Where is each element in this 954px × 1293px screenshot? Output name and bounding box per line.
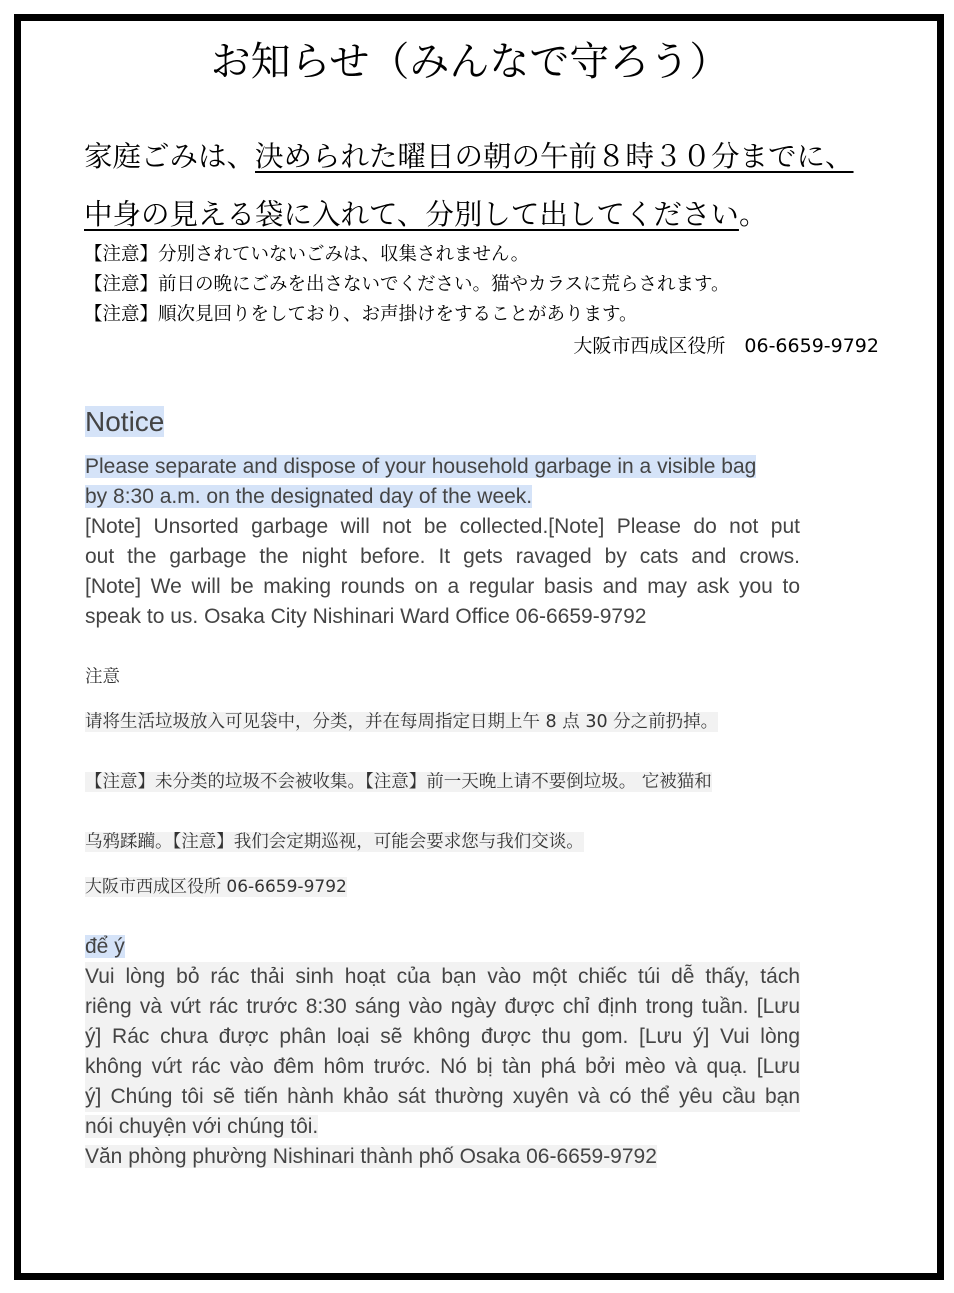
en-title: [85, 404, 164, 440]
vi-line: ý] Chúng tôi sẽ tiến hành khảo sát thường xuyên và có thể yêu cầu bạn: [85, 1082, 800, 1112]
ja-contact: 大阪市西成区役所 06-6659-9792: [573, 335, 879, 357]
ja-headline-lead: 家庭ごみは、: [84, 140, 256, 173]
ja-headline-line2: [84, 186, 894, 244]
en-lead-text: by 8:30 a.m. on the designated day of the week.: [85, 485, 533, 508]
ja-headline-line1: [84, 128, 894, 186]
zh-title: 注意: [85, 667, 120, 687]
vi-line: [85, 1142, 800, 1172]
ja-headline: [84, 128, 894, 244]
zh-line: [85, 765, 712, 799]
en-note-line: [Note] Unsorted garbage will not be collected.[Note] Please do not put: [85, 515, 800, 538]
zh-line-text: 乌鸦蹂躏。【注意】我们会定期巡视，可能会要求您与我们交谈。: [85, 832, 584, 852]
vi-contact-text: Văn phòng phường Nishinari thành phố Osaka 06-6659-9792: [85, 1145, 657, 1168]
vi-title-text: để ý: [85, 935, 125, 958]
zh-contact-text: 大阪市西成区役所 06-6659-9792: [85, 877, 347, 897]
vi-line: Vui lòng bỏ rác thải sinh hoạt của bạn vào một chiếc túi dễ thấy, tách: [85, 962, 800, 992]
en-note-line: [Note] We will be making rounds on a regular basis and may ask you to: [85, 575, 800, 598]
en-lead-text: Please separate and dispose of your household garbage in a visible bag: [85, 455, 757, 478]
en-note-line: out the garbage the night before. It gets ravaged by cats and crows.: [85, 545, 800, 568]
ja-headline-underlined-1: 決められた曜日の朝の午前８時３０分までに、: [255, 140, 854, 173]
vi-line: không vứt rác vào đêm hôm trước. Nó bị tàn phá bởi mèo và quạ. [Lưu: [85, 1052, 800, 1082]
vi-title: [85, 933, 125, 961]
en-title-text: Notice: [85, 406, 165, 437]
ja-headline-underlined-2: 中身の見える袋に入れて、分別して出してください: [84, 198, 739, 231]
ja-note: 【注意】分別されていないごみは、収集されません。: [84, 244, 530, 265]
zh-line-text: 【注意】未分类的垃圾不会被收集。【注意】前一天晚上请不要倒垃圾。 它被猫和: [85, 772, 712, 792]
zh-line: [85, 870, 347, 904]
ja-notes: [84, 240, 884, 330]
vi-body: [85, 962, 800, 1172]
en-note-line: speak to us. Osaka City Nishinari Ward Office 06-6659-9792: [85, 605, 647, 628]
ja-headline-end: 。: [738, 198, 768, 231]
vi-line: [85, 1112, 800, 1142]
zh-line: [85, 705, 718, 739]
en-lead-line: [85, 452, 800, 482]
en-lead-line: [85, 482, 800, 512]
vi-line: ý] Rác chưa được phân loại sẽ không được thu gom. [Lưu ý] Vui lòng: [85, 1022, 800, 1052]
en-body: [85, 452, 800, 632]
zh-line-text: 请将生活垃圾放入可见袋中，分类，并在每周指定日期上午 8 点 30 分之前扔掉。: [85, 712, 719, 732]
ja-note: 【注意】順次見回りをしており、お声掛けをすることがあります。: [84, 304, 638, 325]
vi-line-text: nói chuyện với chúng tôi.: [85, 1115, 319, 1138]
page-title: お知らせ（みんなで守ろう）: [210, 39, 730, 85]
zh-line: [85, 825, 584, 859]
ja-note: 【注意】前日の晩にごみを出さないでください。猫やカラスに荒らされます。: [84, 274, 730, 295]
vi-line: riêng và vứt rác trước 8:30 sáng vào ngày được chỉ định trong tuần. [Lưu: [85, 992, 800, 1022]
